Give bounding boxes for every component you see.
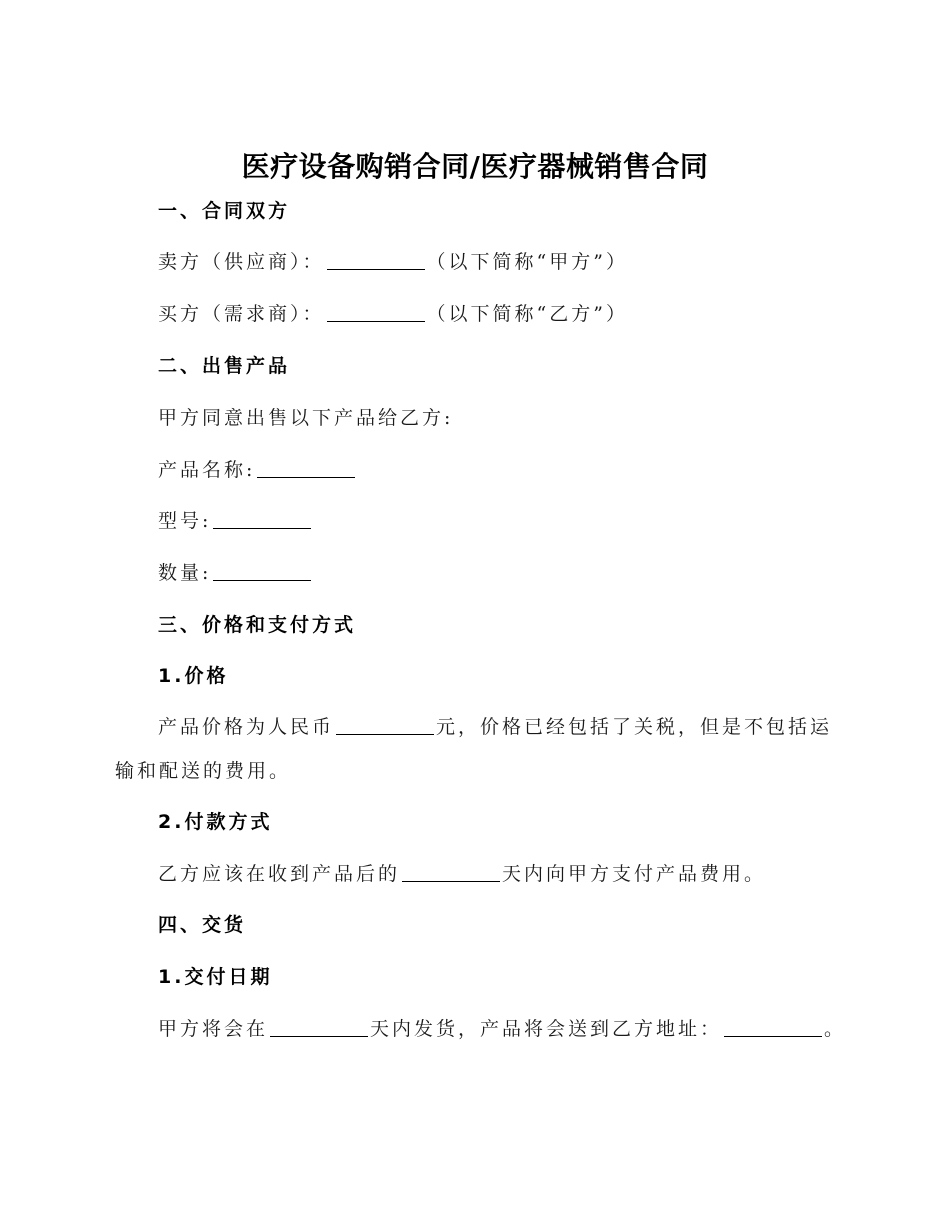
price-pre: 产品价格为人民币 (158, 716, 335, 738)
delivery-mid: 天内发货，产品将会送到乙方地址： (370, 1018, 723, 1040)
delivery-address-blank (724, 1018, 822, 1037)
section-4-heading: 四、交货 (158, 914, 247, 936)
document-title: 医疗设备购销合同/医疗器械销售合同 (241, 150, 709, 183)
buyer-suffix: （以下简称“乙方”） (426, 303, 628, 325)
buyer-line (158, 300, 628, 328)
delivery-line (158, 1015, 846, 1043)
delivery-end: 。 (824, 1018, 847, 1040)
seller-suffix: （以下简称“甲方”） (426, 251, 628, 273)
delivery-days-blank (270, 1018, 368, 1037)
model-label: 型号: (158, 510, 212, 532)
seller-line (158, 248, 628, 276)
price-post: 元，价格已经包括了关税，但是不包括运输和配送的费用。 (115, 716, 833, 782)
quantity-line (158, 559, 313, 587)
model-line (158, 507, 313, 535)
payment-post: 天内向甲方支付产品费用。 (502, 863, 767, 885)
buyer-blank (327, 303, 425, 322)
section-1-heading: 一、合同双方 (158, 200, 291, 222)
quantity-label: 数量: (158, 562, 212, 584)
payment-pre: 乙方应该在收到产品后的 (158, 863, 401, 885)
model-blank (213, 510, 311, 529)
price-blank (336, 716, 434, 735)
buyer-label: 买方（需求商）： (158, 303, 325, 325)
product-name-label: 产品名称: (158, 459, 256, 481)
payment-blank (402, 863, 500, 882)
product-name-blank (257, 459, 355, 478)
payment-subheading: 2.付款方式 (158, 811, 273, 833)
section-2-heading: 二、出售产品 (158, 355, 291, 377)
sell-intro: 甲方同意出售以下产品给乙方: (158, 407, 454, 429)
section-3-heading: 三、价格和支付方式 (158, 614, 357, 636)
quantity-blank (213, 562, 311, 581)
payment-line (158, 860, 766, 888)
seller-blank (327, 251, 425, 270)
price-paragraph (115, 705, 835, 793)
price-subheading: 1.价格 (158, 665, 229, 687)
product-name-line (158, 456, 357, 484)
seller-label: 卖方（供应商）： (158, 251, 325, 273)
delivery-date-subheading: 1.交付日期 (158, 966, 273, 988)
delivery-pre: 甲方将会在 (158, 1018, 269, 1040)
